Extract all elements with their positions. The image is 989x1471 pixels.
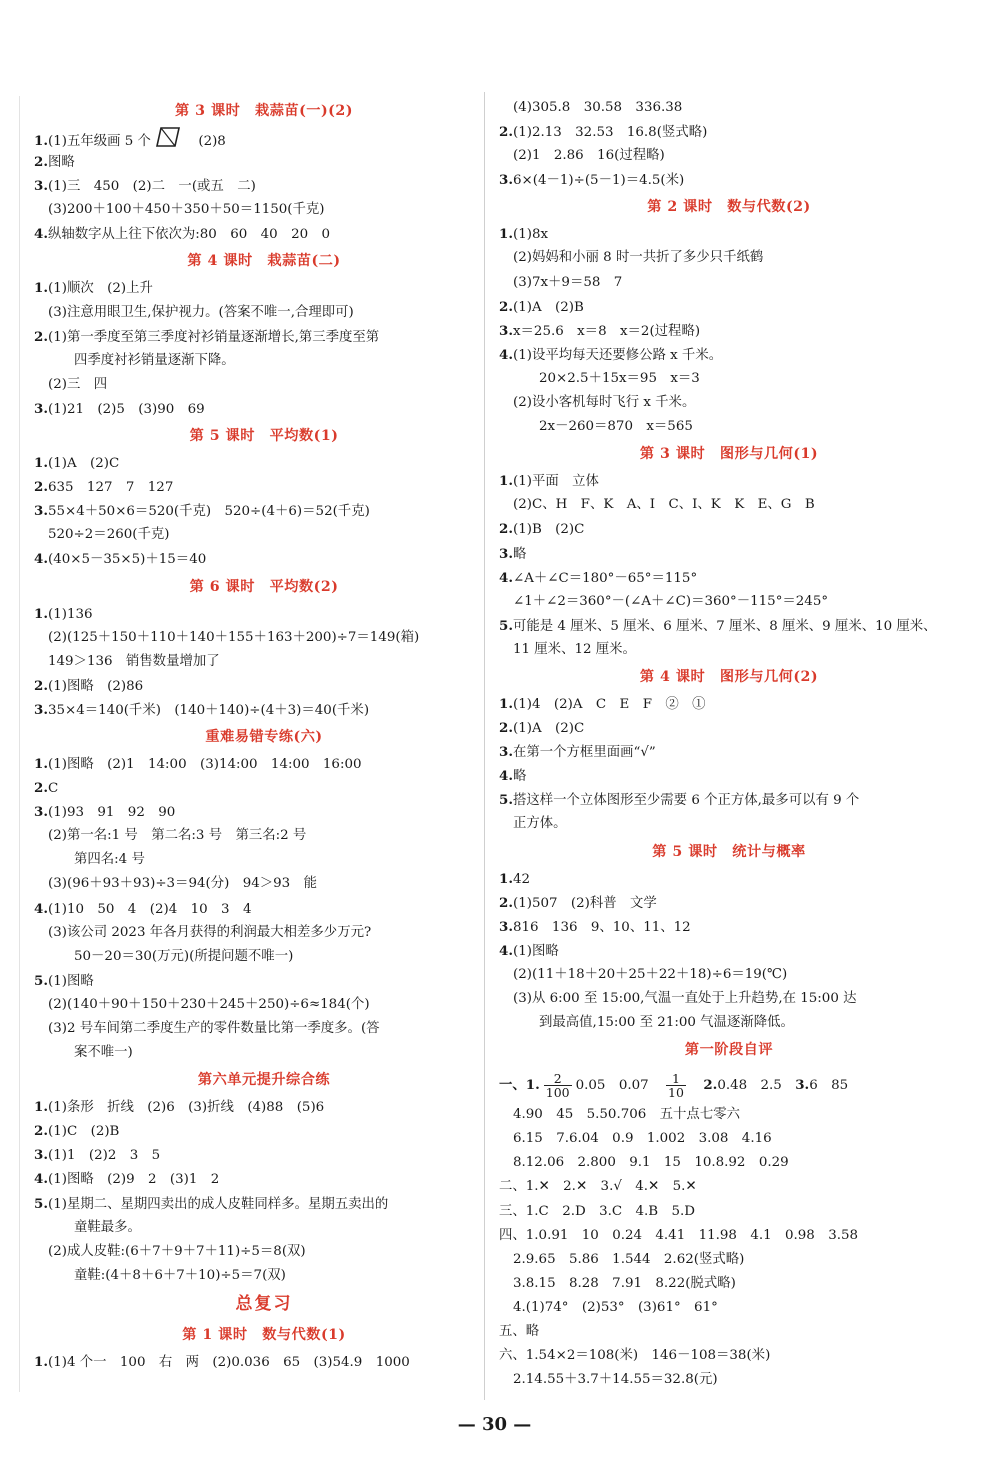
answer-line	[499, 1344, 959, 1368]
fraction-denominator: 100	[545, 1085, 570, 1101]
answer-line	[499, 1224, 959, 1248]
section-heading: 第 5 课时 统计与概率	[652, 843, 806, 860]
answer-continuation	[499, 271, 959, 295]
item-number: 4.	[34, 1171, 48, 1188]
fraction	[544, 1072, 572, 1099]
answer-text: (2)第一名:1 号 第二名:3 号 第三名:2 号	[48, 828, 307, 844]
chapter-heading: 总复习	[235, 1293, 293, 1314]
answer-line	[34, 126, 494, 150]
answer-text: (1)设平均每天还要修公路 x 千米。	[512, 347, 723, 363]
answer-text: 3.8.15 8.28 7.91 8.22(脱式略)	[513, 1275, 736, 1291]
item-number: 1.	[34, 280, 48, 297]
answer-continuation	[34, 872, 494, 896]
answer-continuation	[34, 1041, 494, 1065]
item-number: 3.	[34, 1147, 48, 1164]
answer-continuation	[499, 1272, 959, 1296]
answer-text: 0.48 2.5	[717, 1078, 796, 1094]
answer-text: 四季度衬衫销量逐渐下降。	[74, 352, 235, 368]
answer-text: 8.12.06 2.800 9.1 15 10.8.92 0.29	[513, 1155, 789, 1171]
section-heading: 第 4 课时 图形与几何(2)	[639, 668, 819, 685]
answer-text: (1)图略 (2)86	[47, 678, 144, 694]
answer-text: 42	[512, 871, 531, 887]
answer-text: 2.9.65 5.86 1.544 2.62(竖式略)	[513, 1251, 745, 1267]
answer-line	[499, 1200, 959, 1224]
answer-line	[34, 547, 494, 571]
answer-text: (2)成人皮鞋:(6＋7＋9＋7＋11)÷5＝8(双)	[48, 1243, 306, 1259]
answer-text: (2)(125＋150＋110＋140＋155＋163＋200)÷7＝149(箱)	[48, 629, 420, 645]
item-number: 1.	[34, 133, 48, 150]
answer-text: (1)条形 折线 (2)6 (3)折线 (4)88 (5)6	[47, 1100, 325, 1116]
answer-text: 略	[512, 769, 527, 785]
answer-line	[499, 716, 959, 740]
item-number: 3.	[499, 744, 513, 761]
answer-text: (3)从 6:00 至 15:00,气温一直处于上升趋势,在 15:00 达	[513, 991, 857, 1006]
answer-text: (1)顺次 (2)上升	[47, 281, 153, 297]
answer-line	[499, 867, 959, 891]
section-heading: 第 3 课时 栽蒜苗(一)(2)	[175, 103, 353, 119]
answer-continuation	[34, 1017, 494, 1041]
answer-text: 4.(1)74° (2)53° (3)61° 61°	[513, 1299, 718, 1315]
answer-text: 6×(4－1)÷(5－1)＝4.5(米)	[512, 173, 685, 189]
answer-line	[34, 174, 494, 198]
item-number: 2.	[703, 1077, 718, 1094]
answer-text: C	[47, 781, 59, 797]
answer-text: 略	[512, 546, 527, 562]
answer-text: ∠1＋∠2＝360°－(∠A＋∠C)＝360°－115°＝245°	[513, 593, 829, 609]
item-number: 1.	[499, 870, 513, 887]
answer-text: (1)507 (2)科普 文学	[512, 895, 657, 911]
item-number: 3.	[34, 178, 48, 195]
answer-continuation	[499, 367, 959, 391]
item-number: 1.	[34, 755, 48, 772]
answer-continuation	[34, 349, 494, 373]
fraction-denominator: 10	[668, 1085, 684, 1101]
answer-continuation	[499, 963, 959, 987]
answer-continuation	[499, 1248, 959, 1272]
answer-continuation	[34, 373, 494, 397]
answer-continuation	[499, 1127, 959, 1151]
section-heading: 第 2 课时 数与代数(2)	[647, 199, 811, 216]
answer-line	[499, 764, 959, 788]
section-heading: 第 3 课时 图形与几何(1)	[639, 446, 819, 463]
answer-text: (1)第一季度至第三季度衬衫销量逐渐增长,第三季度至第	[47, 329, 380, 345]
answer-continuation	[499, 493, 959, 517]
answer-text: (1)五年级画 5 个	[47, 134, 151, 150]
answer-text: (1)A (2)C	[512, 721, 585, 737]
answer-text: (1)图略	[47, 973, 94, 989]
answer-text: (2)(140＋90＋150＋230＋245＋250)÷6≈184(个)	[48, 996, 370, 1012]
item-number: 3.	[34, 503, 48, 520]
answer-continuation	[499, 415, 959, 439]
answer-continuation	[499, 638, 959, 662]
answer-text: 三、1.C 2.D 3.C 4.B 5.D	[499, 1203, 696, 1219]
answer-continuation	[34, 848, 494, 872]
item-number: 2.	[34, 328, 48, 345]
answer-line	[34, 1095, 494, 1119]
item-number: 5.	[499, 792, 513, 809]
answer-text: 第四名:4 号	[74, 852, 145, 868]
item-number: 3.	[499, 545, 513, 562]
answer-text: (1)4 (2)A C E F ② ①	[512, 696, 706, 712]
answer-continuation	[499, 1103, 959, 1127]
answer-continuation	[34, 824, 494, 848]
item-number: 2.	[499, 720, 513, 737]
answer-line	[34, 276, 494, 300]
fraction-numerator: 2	[544, 1072, 572, 1086]
item-number: 2.	[499, 298, 513, 315]
answer-line	[499, 168, 959, 192]
answer-text: 6.15 7.6.04 0.9 1.002 3.08 4.16	[513, 1131, 772, 1147]
answer-line	[499, 295, 959, 319]
section-heading: 第六单元提升综合练	[197, 1072, 331, 1089]
answer-continuation	[34, 1240, 494, 1264]
answer-text: 图略	[47, 155, 75, 171]
section-heading: 重难易错专练(六)	[205, 728, 323, 745]
answer-text: (2)设小客机每时飞行 x 千米。	[513, 395, 696, 411]
section-heading: 第 1 课时 数与代数(1)	[182, 1326, 346, 1343]
answer-line	[34, 969, 494, 993]
answer-continuation	[499, 987, 959, 1011]
answer-text: (1)A (2)B	[512, 299, 584, 315]
answer-line	[499, 343, 959, 367]
item-number: 3.	[499, 172, 513, 189]
answer-line	[34, 752, 494, 776]
item-number: 一、1.	[499, 1077, 540, 1094]
answer-text: (3)2 号车间第二季度生产的零件数量比第一季度多。(答	[48, 1021, 380, 1036]
answer-line	[34, 150, 494, 174]
item-number: 4.	[34, 900, 48, 917]
answer-line	[499, 319, 959, 343]
answer-line	[34, 1192, 494, 1216]
answer-text: 0.05 0.07	[575, 1078, 663, 1094]
answer-line	[34, 222, 494, 246]
left-column	[34, 96, 494, 1374]
answer-text: 正方体。	[513, 816, 567, 832]
answer-continuation	[34, 198, 494, 222]
answer-text: 149＞136 销售数量增加了	[48, 653, 220, 669]
item-number: 5.	[499, 617, 513, 634]
item-number: 2.	[34, 780, 48, 797]
answer-continuation	[499, 590, 959, 614]
answer-text: 搭这样一个立体图形至少需要 6 个正方体,最多可以有 9 个	[512, 793, 860, 809]
answer-text: 50－20＝30(万元)(所提问题不唯一)	[74, 948, 294, 964]
answer-line	[34, 451, 494, 475]
item-number: 3.	[34, 400, 48, 417]
answer-text: (1)21 (2)5 (3)90 69	[47, 401, 205, 417]
answer-text: 童鞋:(4＋8＋6＋7＋10)÷5＝7(双)	[74, 1267, 286, 1283]
answer-line	[499, 222, 959, 246]
answer-continuation	[499, 1368, 959, 1392]
answer-line	[499, 692, 959, 716]
item-number: 4.	[499, 942, 513, 959]
spacer	[690, 1078, 703, 1093]
answer-continuation	[499, 1296, 959, 1320]
item-number: 4.	[34, 226, 48, 243]
answer-line	[499, 517, 959, 541]
item-number: 2.	[499, 521, 513, 538]
answer-text: 20×2.5＋15x＝95 x＝3	[539, 370, 700, 386]
item-number: 1.	[34, 1353, 48, 1370]
item-number: 2.	[499, 124, 513, 141]
answer-text: 35×4＝140(千米) (140＋140)÷(4＋3)＝40(千米)	[47, 702, 370, 718]
answer-text: 4.90 45 5.50.706 五十点七零六	[513, 1107, 740, 1123]
item-number: 4.	[499, 768, 513, 785]
answer-text: 可能是 4 厘米、5 厘米、6 厘米、7 厘米、8 厘米、9 厘米、10 厘米、	[512, 618, 937, 634]
fraction	[666, 1072, 686, 1099]
item-number: 3.	[795, 1077, 810, 1094]
answer-text: (1)4 个一 100 右 两 (2)0.036 65 (3)54.9 1000	[47, 1354, 410, 1370]
answer-line	[499, 566, 959, 590]
answer-text: 到最高值,15:00 至 21:00 气温逐渐降低。	[539, 1015, 794, 1031]
answer-text: (3)(96＋93＋93)÷3＝94(分) 94＞93 能	[48, 876, 317, 892]
answer-text: (1)136	[47, 606, 93, 622]
item-number: 1.	[34, 605, 48, 622]
item-number: 3.	[499, 322, 513, 339]
answer-text: x＝25.6 x＝8 x＝2(过程略)	[512, 323, 701, 339]
right-column	[499, 96, 959, 1392]
fraction-numerator: 1	[666, 1072, 686, 1086]
answer-text: 816 136 9、10、11、12	[512, 919, 691, 935]
left-margin-rule	[19, 96, 20, 1392]
answer-text: 55×4＋50×6＝520(千克) 520÷(4＋6)＝52(千克)	[47, 504, 370, 520]
answer-text: (2)妈妈和小丽 8 时一共折了多少只千纸鹤	[513, 250, 764, 266]
item-number: 1.	[34, 455, 48, 472]
item-number: 1.	[34, 1099, 48, 1116]
answer-text: (3)该公司 2023 年各月获得的利润最大相差多少万元?	[48, 924, 372, 940]
answer-continuation	[34, 523, 494, 547]
answer-line	[499, 614, 959, 638]
answer-continuation	[34, 1264, 494, 1288]
answer-line	[34, 1350, 494, 1374]
item-number: 1.	[499, 226, 513, 243]
answer-text: 6 85	[809, 1078, 849, 1094]
answer-text: 童鞋最多。	[74, 1219, 141, 1235]
answer-line	[34, 897, 494, 921]
answer-text: (1)8x	[512, 227, 549, 243]
item-number: 1.	[499, 695, 513, 712]
item-number: 5.	[34, 972, 48, 989]
section-heading: 第一阶段自评	[684, 1042, 774, 1059]
answer-line	[34, 602, 494, 626]
answer-continuation	[499, 812, 959, 836]
answer-continuation	[34, 921, 494, 945]
item-number: 2.	[34, 1123, 48, 1140]
answer-text: 四、1.0.91 10 0.24 4.41 11.98 4.1 0.98 3.58	[499, 1227, 859, 1243]
answer-text: (2)三 四	[48, 376, 108, 392]
answer-text: (1)B (2)C	[512, 522, 585, 538]
answer-line	[34, 800, 494, 824]
answer-text: (3)200＋100＋450＋350＋50＝1150(千克)	[48, 202, 325, 218]
answer-text: (2)(11＋18＋20＋25＋22＋18)÷6＝19(℃)	[513, 966, 788, 982]
item-number: 3.	[34, 701, 48, 718]
answer-text: (1)平面 立体	[512, 474, 599, 490]
fraction-answer-line	[499, 1067, 959, 1103]
answer-continuation	[499, 144, 959, 168]
answer-line	[499, 542, 959, 566]
item-number: 3.	[499, 918, 513, 935]
item-number: 5.	[34, 1195, 48, 1212]
answer-line	[499, 120, 959, 144]
item-number: 2.	[34, 154, 48, 171]
section-heading: 第 5 课时 平均数(1)	[189, 428, 339, 445]
answer-line	[499, 915, 959, 939]
answer-text: (2)C、H F、K A、I C、I、K K E、G B	[513, 497, 815, 513]
answer-line	[34, 499, 494, 523]
item-number: 2.	[34, 677, 48, 694]
answer-line	[499, 1320, 959, 1344]
answer-continuation	[34, 650, 494, 674]
answer-continuation	[34, 301, 494, 325]
answer-line	[34, 1167, 494, 1191]
answer-text: (1)星期二、星期四卖出的成人皮鞋同样多。星期五卖出的	[47, 1196, 389, 1212]
answer-line	[499, 740, 959, 764]
answer-text: (1)图略 (2)1 14:00 (3)14:00 14:00 16:00	[47, 756, 362, 772]
answer-line	[34, 475, 494, 499]
answer-continuation	[499, 1011, 959, 1035]
answer-text: 在第一个方框里面画“√”	[512, 745, 656, 761]
answer-text: 六、1.54×2＝108(米) 146－108＝38(米)	[499, 1348, 771, 1364]
item-number: 1.	[499, 473, 513, 490]
answer-text: 案不唯一)	[74, 1045, 133, 1061]
answer-line	[34, 1143, 494, 1167]
answer-text: (1)图略 (2)9 2 (3)1 2	[47, 1172, 220, 1188]
answer-text: 11 厘米、12 厘米。	[513, 641, 636, 657]
answer-text: 五、略	[499, 1324, 540, 1340]
item-number: 4.	[34, 551, 48, 568]
item-number: 2.	[34, 479, 48, 496]
answer-continuation	[499, 1151, 959, 1175]
answer-continuation	[499, 391, 959, 415]
answer-text: (2)1 2.86 16(过程略)	[513, 148, 665, 164]
answer-text: (1)C (2)B	[47, 1124, 120, 1140]
answer-continuation	[34, 1216, 494, 1240]
section-heading: 第 4 课时 栽蒜苗(二)	[187, 253, 341, 270]
page-number: — 30 —	[457, 1414, 532, 1435]
answer-line	[34, 397, 494, 421]
parallelogram-drawing-icon	[155, 126, 181, 157]
answer-line	[34, 776, 494, 800]
answer-continuation	[34, 626, 494, 650]
answer-text: 520÷2＝260(千克)	[48, 527, 170, 543]
answer-text: (1)A (2)C	[47, 456, 120, 472]
answer-text: (1)图略	[512, 943, 559, 959]
answer-text: (4)305.8 30.58 336.38	[513, 100, 683, 115]
answer-text: (1)2.13 32.53 16.8(竖式略)	[512, 125, 708, 141]
answer-text: (3)7x＋9＝58 7	[513, 274, 623, 290]
answer-text: (40×5－35×5)＋15＝40	[47, 552, 207, 568]
answer-text: (1)三 450 (2)二 一(或五 二)	[47, 179, 256, 195]
answer-line	[499, 788, 959, 812]
answer-text: (3)注意用眼卫生,保护视力。(答案不唯一,合理即可)	[48, 304, 354, 320]
answer-text: (1)1 (2)2 3 5	[47, 1148, 161, 1164]
answer-line	[499, 939, 959, 963]
answer-text: 2x－260＝870 x＝565	[539, 419, 693, 435]
answer-line	[34, 325, 494, 349]
answer-text: 635 127 7 127	[47, 480, 174, 496]
answer-line	[34, 674, 494, 698]
item-number: 4.	[499, 346, 513, 363]
answer-text: 纵轴数字从上往下依次为:80 60 40 20 0	[47, 227, 331, 243]
item-number: 2.	[499, 894, 513, 911]
answer-line	[499, 891, 959, 915]
answer-continuation	[499, 246, 959, 270]
answer-line	[34, 1119, 494, 1143]
answer-text: 二、1.✕ 2.✕ 3.√ 4.✕ 5.✕	[499, 1179, 697, 1195]
item-number: 3.	[34, 804, 48, 821]
answer-continuation	[34, 993, 494, 1017]
answer-continuation	[34, 945, 494, 969]
section-heading: 第 6 课时 平均数(2)	[189, 578, 339, 595]
answer-continuation	[499, 96, 959, 120]
answer-text: (1)93 91 92 90	[47, 805, 176, 821]
answer-line	[499, 1175, 959, 1199]
answer-text: 2.14.55＋3.7＋14.55＝32.8(元)	[513, 1372, 718, 1388]
answer-line	[34, 698, 494, 722]
answer-text: (2)8	[184, 134, 226, 150]
answer-line	[499, 469, 959, 493]
item-number: 4.	[499, 569, 513, 586]
answer-text: (1)10 50 4 (2)4 10 3 4	[47, 901, 252, 917]
answer-text: ∠A＋∠C＝180°－65°＝115°	[512, 570, 698, 586]
